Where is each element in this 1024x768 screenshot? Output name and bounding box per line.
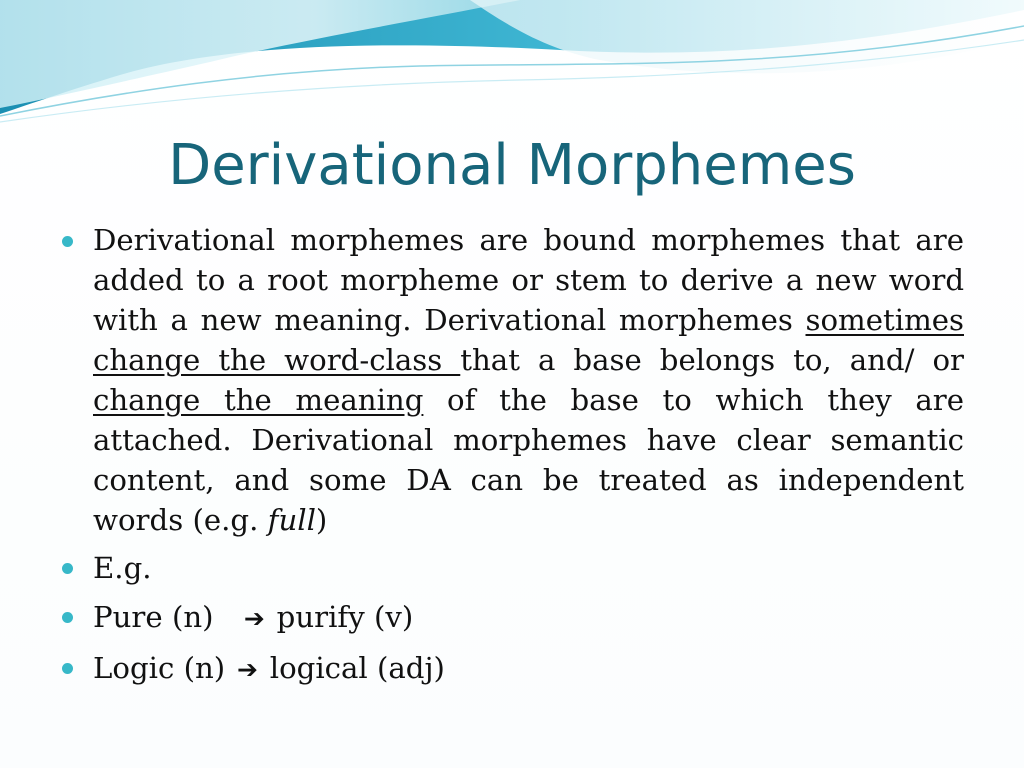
example-bullet-pure (62, 596, 964, 640)
right-arrow-icon: ➔ (243, 604, 265, 633)
example-bullet-logic (62, 647, 964, 691)
underlined-phrase: sometimes change the word-class (93, 303, 964, 377)
bullet-icon (62, 612, 73, 623)
paragraph-text: Derivational morphemes are bound morphemes that are added to a root morpheme or stem to derive a new word with a new meaning. Derivational morphemes (93, 223, 964, 337)
bullet-icon (62, 563, 73, 574)
bullet-icon (62, 663, 73, 674)
italic-example-word: full (267, 503, 316, 537)
example-derived-word: purify (v) (276, 600, 414, 634)
eg-bullet (62, 547, 964, 589)
underlined-phrase: change the meaning (93, 383, 424, 417)
bullet-icon (62, 236, 73, 247)
paragraph-text: of the base to which they are attached. Derivational morphemes have clear semantic content, and some DA can be treated as independent words (e.g. (93, 383, 965, 537)
paragraph-text: ) (315, 503, 328, 537)
definition-paragraph (93, 220, 964, 540)
right-arrow-icon: ➔ (236, 655, 258, 684)
paragraph-text: that a base belongs to, and/ or (460, 343, 964, 377)
example-source-word: Logic (n) (93, 651, 226, 685)
slide-body (62, 220, 964, 691)
example-source-word: Pure (n) (93, 600, 214, 634)
example-derived-word: logical (adj) (269, 651, 445, 685)
decorative-wave-header (0, 0, 1024, 130)
definition-bullet (62, 220, 964, 540)
slide-title: Derivational Morphemes (168, 133, 856, 198)
eg-label: E.g. (93, 551, 152, 585)
